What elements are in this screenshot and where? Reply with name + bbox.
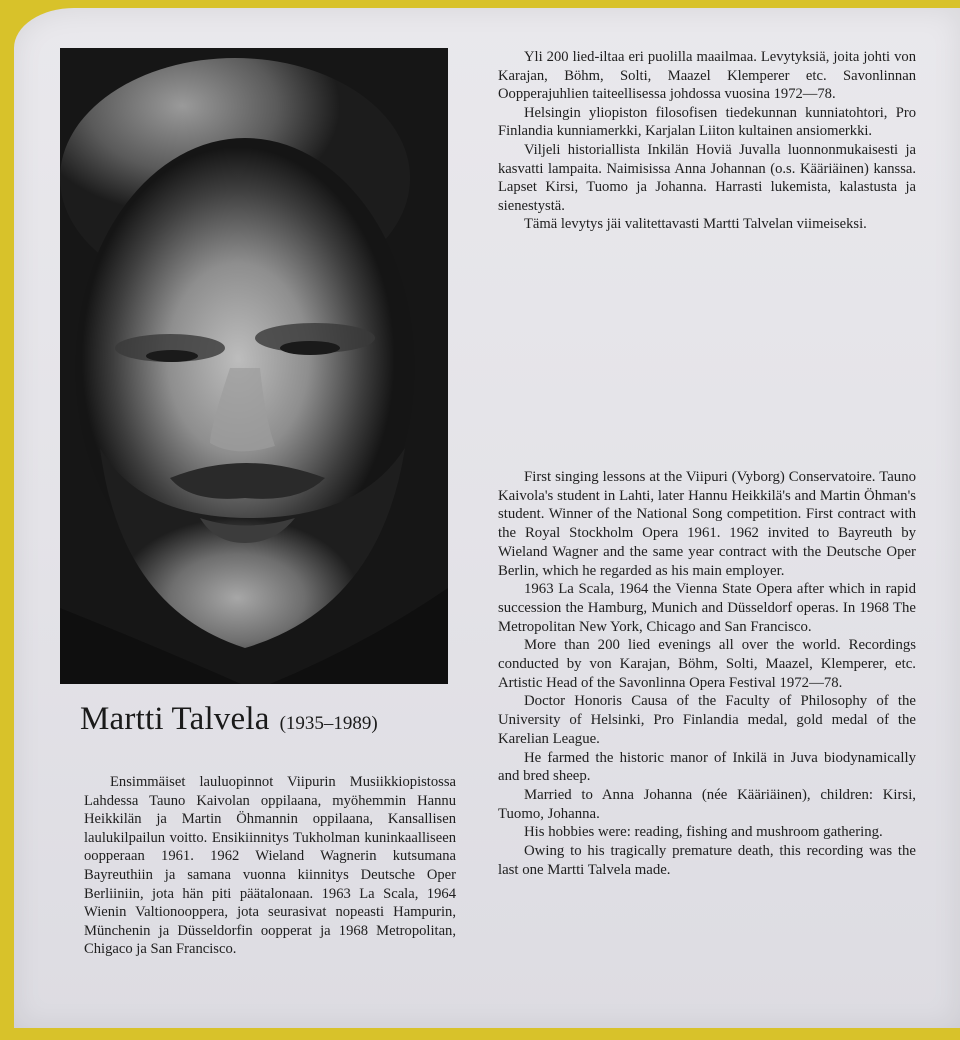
english-bio	[498, 468, 916, 879]
english-bio-paragraph: First singing lessons at the Viipuri (Vyborg) Conservatoire. Tauno Kaivola's student in Lahti, later Hannu Heikkilä's and Martin Öhman's student. Winner of the National Song competition. First contract with the Royal Stockholm Opera 1961. 1962 invited to Bayreuth by Wieland Wagner and the same year contract with the Deutsche Oper Berlin, which he regarded as his main employer.	[498, 469, 916, 579]
finnish-bio-left	[84, 773, 456, 959]
singer-name: Martti Talvela	[80, 701, 270, 737]
singer-years: (1935–1989)	[279, 713, 378, 734]
finnish-bio-paragraph: Helsingin yliopiston filosofisen tiedekunnan kunniatohtori, Pro Finlandia kunniamerkki, Karjalan Liiton kultainen ansiomerkki.	[498, 104, 916, 140]
booklet-page	[14, 8, 960, 1028]
english-bio-paragraph: Married to Anna Johanna (née Kääriäinen), children: Kirsi, Tuomo, Johanna.	[498, 786, 916, 822]
finnish-bio-paragraph: Ensimmäiset lauluopinnot Viipurin Musiikkiopistossa Lahdessa Tauno Kaivolan oppilaana, myöhemmin Hannu Heikkilän ja Martin Öhmannin oppilaana, Kansallisen laulukilpailun voitto. Ensikiinnitys Tukholman kuninkaalliseen oopperaan 1961. 1962 Wieland Wagnerin kutsumana Bayreuthiin ja samana vuonna kiinnitys Deutsche Oper Berliiniin, jota hän piti päätalonaan. 1963 La Scala, 1964 Wienin Valtionooppera, jota seurasivat nopeasti Hampurin, Münchenin ja Düsseldorfin oopperat ja 1968 Metropolitan, Chigaco ja San Francisco.	[84, 774, 456, 958]
english-bio-paragraph: 1963 La Scala, 1964 the Vienna State Opera after which in rapid succession the Hamburg, Munich and Düsseldorf operas. In 1968 The Metropolitan New York, Chicago and San Francisco.	[498, 581, 916, 635]
finnish-bio-paragraph: Viljeli historiallista Inkilän Hoviä Juvalla luonnonmukaisesti ja kasvatti lampaita. Naimisissa Anna Johannan (o.s. Kääriäinen) kanssa. Lapset Kirsi, Tuomo ja Johanna. Harrasti lukemista, kalastusta ja sienestystä.	[498, 141, 916, 214]
english-bio-paragraph: Doctor Honoris Causa of the Faculty of Philosophy of the University of Helsinki, Pro Finlandia medal, gold medal of the Karelian League.	[498, 693, 916, 747]
english-bio-paragraph: Owing to his tragically premature death, this recording was the last one Martti Talvela made.	[498, 843, 916, 878]
portrait-image	[60, 48, 448, 684]
finnish-bio-paragraph: Yli 200 lied-iltaa eri puolilla maailmaa. Levytyksiä, joita johti von Karajan, Böhm, Solti, Maazel Klemperer etc. Savonlinnan Oopperajuhlien taiteellisessa johdossa vuosina 1972—78.	[498, 49, 916, 103]
english-bio-paragraph: He farmed the historic manor of Inkilä in Juva biodynamically and bred sheep.	[498, 749, 916, 785]
portrait-photo	[60, 48, 448, 684]
portrait-caption	[80, 701, 460, 738]
english-bio-paragraph: His hobbies were: reading, fishing and mushroom gathering.	[524, 824, 883, 841]
finnish-bio-paragraph: Tämä levytys jäi valitettavasti Martti Talvelan viimeiseksi.	[524, 216, 867, 233]
finnish-bio-right	[498, 48, 916, 234]
english-bio-paragraph: More than 200 lied evenings all over the world. Recordings conducted by von Karajan, Böhm, Solti, Maazel, Klemperer, etc. Artistic Head of the Savonlinna Opera Festival 1972—78.	[498, 637, 916, 691]
